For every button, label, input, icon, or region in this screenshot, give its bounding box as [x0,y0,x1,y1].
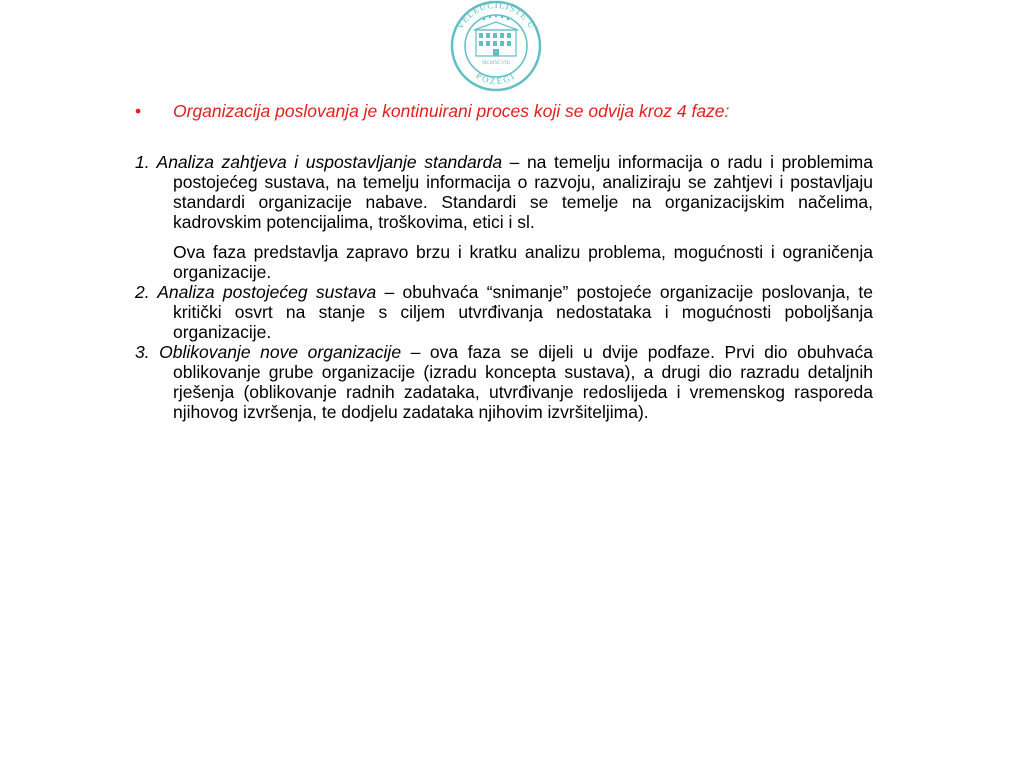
bullet-dot: • [135,101,142,121]
slide-content [135,100,873,422]
intro-text: Organizacija poslovanja je kontinuirani proces koji se odvija kroz 4 faze: [173,101,730,121]
phase-1-note: Ova faza predstavlja zapravo brzu i kratku analizu problema, mogućnosti i ograničenja organizacije. [173,242,873,282]
phase-3-title: 3. Oblikovanje nove organizacije [135,342,402,362]
phase-1 [135,152,873,232]
college-seal-logo [444,0,548,92]
phase-list [135,152,873,422]
phase-2-text: – obuhvaća “snimanje” postojeće organizacije poslovanja, te kritički osvrt na stanje s ciljem utvrđivanja nedostataka i mogućnosti poboljšanja organizacije. [173,282,873,342]
phase-3 [135,342,873,422]
intro-bullet [135,100,873,122]
svg-text:MCMXCVIII: MCMXCVIII [482,61,510,66]
svg-text:POŽEGI: POŽEGI [474,70,518,87]
phase-1-title: 1. Analiza zahtjeva i uspostavljanje standarda [135,152,503,172]
phase-2-title: 2. Analiza postojećeg sustava [135,282,377,302]
svg-text:VELEUČILIŠTE U: VELEUČILIŠTE U [454,0,538,31]
phase-1-text: – na temelju informacija o radu i problemima postojećeg sustava, na temelju informacija o razvoju, analiziraju se zahtjevi i postavljaju standardi organizacije nabave. Standardi se temelje na organizacijskim načelima, kadrovskim potencijalima, troškovima, etici i sl. [173,152,873,232]
phase-3-text: – ova faza se dijeli u dvije podfaze. Prvi dio obuhvaća oblikovanje grube organizacije (izradu koncepta sustava), a drugi dio razradu detaljnih rješenja (oblikovanje radnih zadataka, utvrđivanje redoslijeda i vremenskog rasporeda njihovog izvršenja, te dodjelu zadataka njihovim izvršiteljima). [173,342,873,422]
phase-2 [135,282,873,342]
